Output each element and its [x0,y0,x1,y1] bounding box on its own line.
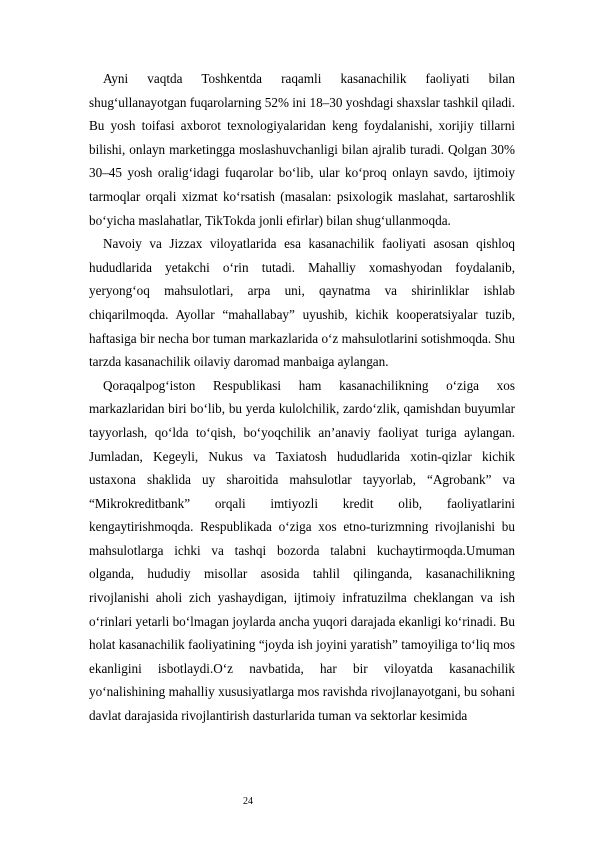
document-body [89,67,515,728]
paragraph: Ayni vaqtda Toshkentda raqamli kasanachilik faoliyati bilan shug‘ullanayotgan fuqarolarning 52% ini 18–30 yoshdagi shaxslar tashkil qiladi. Bu yosh toifasi axborot texnologiyalaridan keng foydalanishi, xorijiy tillarni bilishi, onlayn marketingga moslashuvchanligi bilan ajralib turadi. Qolgan 30% 30–45 yosh oralig‘idagi fuqarolar bo‘lib, ular ko‘proq onlayn savdo, ijtimoiy tarmoqlar orqali xizmat ko‘rsatish (masalan: psixologik maslahat, sartaroshlik bo‘yicha maslahatlar, TikTokda jonli efirlar) bilan shug‘ullanmoqda. [89,71,515,228]
paragraph: Navoiy va Jizzax viloyatlarida esa kasanachilik faoliyati asosan qishloq hududlarida yetakchi o‘rin tutadi. Mahalliy xomashyodan foydalanib, yeryong‘oq mahsulotlari, arpa uni, qaynatma va shirinliklar ishlab chiqarilmoqda. Ayollar “mahallabay” uyushib, kichik kooperatsiyalar tuzib, haftasiga bir necha bor tuman markazlarida o‘z mahsulotlarini sotishmoqda. Shu tarzda kasanachilik oilaviy daromad manbaiga aylangan. [89,236,515,370]
paragraph: Qoraqalpog‘iston Respublikasi ham kasanachilikning o‘ziga xos markazlaridan biri bo‘lib, bu yerda kulolchilik, zardo‘zlik, qamishdan buyumlar tayyorlash, qo‘lda to‘qish, bo‘yoqchilik an’anaviy faoliyat turiga aylangan. Jumladan, Kegeyli, Nukus va Taxiatosh hududlarida xotin-qizlar kichik ustaxona shaklida uy sharoitida mahsulotlar tayyorlab, “Agrobank” va “Mikrokreditbank” orqali imtiyozli kredit olib, faoliyatlarini kengaytirishmoqda. Respublikada o‘ziga xos etno-turizmning rivojlanishi bu mahsulotlarga ichki va tashqi bozorda talabni kuchaytirmoqda.Umuman olganda, hududiy misollar asosida tahlil qilinganda, kasanachilikning rivojlanishi aholi zich yashaydigan, ijtimoiy infratuzilma cheklangan va ish o‘rinlari yetarli bo‘lmagan joylarda ancha yuqori darajada ekanligi ko‘rinadi. Bu holat kasanachilik faoliyatining “joyda ish joyini yaratish” tamoyiliga to‘liq mos ekanligini isbotlaydi.O‘z navbatida, har bir viloyatda kasanachilik yo‘nalishining mahalliy xususiyatlarga mos ravishda rivojlanayotgani, bu sohani davlat darajasida rivojlantirish dasturlarida tuman va sektorlar kesimida [89,377,515,724]
page-number: 24 [243,796,253,807]
